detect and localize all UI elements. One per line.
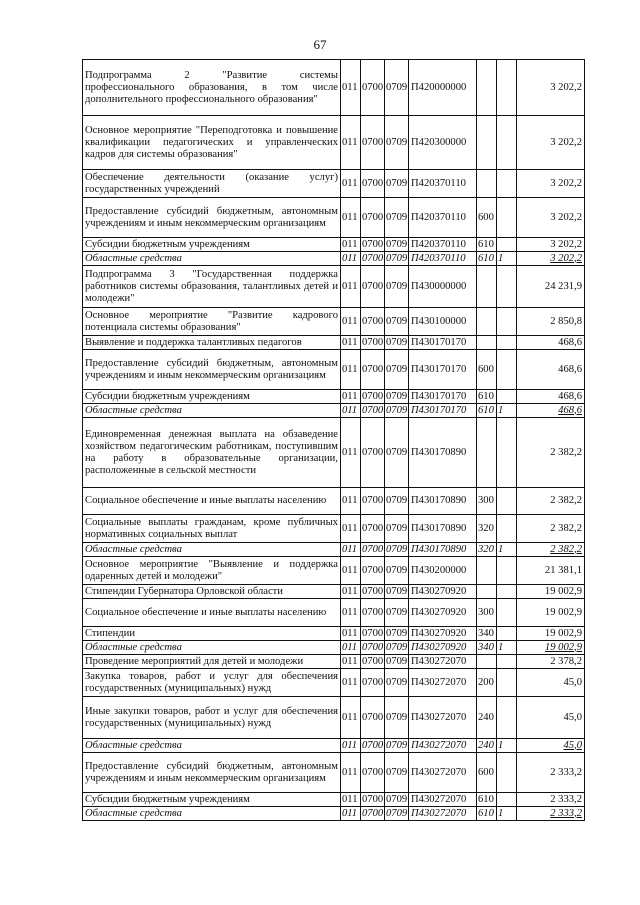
budget-table	[82, 59, 585, 821]
table-row	[83, 266, 585, 308]
cell-source	[497, 390, 517, 404]
cell-grbs: 011	[341, 807, 361, 821]
cell-section: 0700	[361, 198, 385, 238]
cell-section: 0700	[362, 390, 384, 402]
page-number: 67	[313, 37, 327, 52]
cell-source	[497, 557, 517, 585]
table-row	[83, 793, 585, 807]
cell-subsection: 0709	[385, 198, 409, 238]
cell-subsection: 0709	[385, 669, 409, 697]
cell-subsection: 0709	[385, 170, 409, 198]
cell-expense-type	[477, 655, 497, 669]
cell-source	[497, 238, 517, 252]
cell-name: Единовременная денежная выплата на обзаведение хозяйством педагогическим работникам, поступившим на работу в образовательные организации, расположенные в сельской местности	[83, 418, 341, 488]
cell-subsection: 0709	[386, 807, 408, 819]
table-row	[83, 350, 585, 390]
table-row	[83, 252, 585, 266]
cell-amount: 2 382,2	[517, 488, 585, 515]
cell-source	[497, 599, 517, 627]
table-row	[83, 627, 585, 641]
cell-section: 0700	[361, 308, 385, 336]
cell-subsection: 0709	[385, 753, 409, 793]
cell-grbs: 011	[341, 627, 361, 641]
table-row	[83, 418, 585, 488]
cell-subsection: 0709	[386, 404, 408, 416]
cell-subsection: 0709	[386, 390, 408, 402]
cell-subsection: 0709	[386, 739, 408, 751]
cell-subsection: 0709	[386, 655, 408, 667]
cell-subsection: 0709	[386, 252, 408, 264]
cell-amount: 468,6	[517, 404, 585, 418]
cell-expense-type: 610	[477, 238, 497, 252]
cell-grbs: 011	[341, 641, 361, 655]
cell-name: Предоставление субсидий бюджетным, автономным учреждениям и иным некоммерческим организациям	[83, 198, 341, 238]
cell-section: 0700	[361, 599, 385, 627]
cell-subsection: 0709	[385, 515, 409, 543]
cell-name: Стипендии Губернатора Орловской области	[83, 585, 341, 599]
cell-target-article: П430170890	[409, 543, 477, 557]
cell-expense-type: 200	[477, 669, 497, 697]
cell-subsection: 0709	[386, 585, 408, 597]
cell-source	[497, 198, 517, 238]
cell-grbs: 011	[341, 198, 361, 238]
cell-amount: 468,6	[517, 390, 585, 404]
table-row	[83, 585, 585, 599]
cell-target-article: П430272070	[409, 807, 477, 821]
cell-target-article: П430272070	[409, 669, 477, 697]
cell-grbs: 011	[341, 543, 361, 557]
cell-amount: 3 202,2	[517, 60, 585, 116]
cell-name: Областные средства	[83, 641, 341, 655]
table-row	[83, 404, 585, 418]
cell-source	[497, 515, 517, 543]
table-row	[83, 753, 585, 793]
cell-amount: 3 202,2	[517, 238, 585, 252]
cell-subsection: 0709	[386, 641, 408, 653]
cell-name: Иные закупки товаров, работ и услуг для обеспечения государственных (муниципальных) нужд	[83, 697, 341, 739]
cell-amount: 468,6	[517, 336, 585, 350]
cell-expense-type	[477, 308, 497, 336]
cell-target-article: П430270920	[409, 599, 477, 627]
cell-target-article: П430170170	[409, 404, 477, 418]
cell-expense-type: 240	[477, 739, 497, 753]
table-row	[83, 655, 585, 669]
cell-target-article: П420370110	[409, 170, 477, 198]
table-body	[83, 60, 585, 821]
cell-subsection: 0709	[386, 543, 408, 555]
cell-amount: 468,6	[517, 350, 585, 390]
cell-name: Обеспечение деятельности (оказание услуг) государственных учреждений	[83, 170, 341, 198]
cell-grbs: 011	[341, 739, 361, 753]
cell-section: 0700	[362, 641, 384, 653]
cell-source: 1	[497, 252, 517, 266]
cell-source	[497, 753, 517, 793]
cell-source: 1	[497, 404, 517, 418]
cell-source	[497, 627, 517, 641]
cell-subsection: 0709	[386, 336, 408, 348]
cell-grbs: 011	[341, 557, 361, 585]
cell-expense-type: 320	[477, 515, 497, 543]
cell-grbs: 011	[341, 753, 361, 793]
cell-expense-type: 340	[477, 641, 497, 655]
table-row	[83, 238, 585, 252]
cell-amount: 2 382,2	[517, 543, 585, 557]
cell-subsection: 0709	[386, 238, 408, 250]
cell-name: Социальные выплаты гражданам, кроме публичных нормативных социальных выплат	[83, 515, 341, 543]
cell-name: Закупка товаров, работ и услуг для обеспечения государственных (муниципальных) нужд	[83, 669, 341, 697]
cell-name: Проведение мероприятий для детей и молодежи	[83, 655, 341, 669]
cell-expense-type	[477, 336, 497, 350]
cell-subsection: 0709	[386, 793, 408, 805]
cell-subsection: 0709	[386, 627, 408, 639]
cell-target-article: П430272070	[409, 753, 477, 793]
cell-amount: 3 202,2	[517, 170, 585, 198]
cell-target-article: П430272070	[409, 655, 477, 669]
cell-source	[497, 116, 517, 170]
cell-amount: 2 382,2	[517, 515, 585, 543]
cell-amount: 3 202,2	[517, 198, 585, 238]
cell-source	[497, 655, 517, 669]
cell-expense-type: 340	[477, 627, 497, 641]
cell-section: 0700	[362, 585, 384, 597]
cell-expense-type	[477, 266, 497, 308]
cell-grbs: 011	[341, 515, 361, 543]
cell-expense-type: 600	[477, 198, 497, 238]
cell-amount: 19 002,9	[517, 641, 585, 655]
table-row	[83, 599, 585, 627]
table-row	[83, 641, 585, 655]
cell-grbs: 011	[341, 599, 361, 627]
cell-name: Подпрограмма 3 "Государственная поддержка работников системы образования, талантливых детей и молодежи"	[83, 266, 341, 308]
cell-grbs: 011	[341, 793, 361, 807]
cell-target-article: П420000000	[409, 60, 477, 116]
cell-target-article: П420370110	[409, 252, 477, 266]
table-row	[83, 557, 585, 585]
table-row	[83, 308, 585, 336]
cell-target-article: П430200000	[409, 557, 477, 585]
table-row	[83, 488, 585, 515]
cell-amount: 2 850,8	[517, 308, 585, 336]
cell-expense-type: 610	[477, 390, 497, 404]
cell-expense-type	[477, 418, 497, 488]
cell-target-article: П430170170	[409, 350, 477, 390]
cell-expense-type	[477, 60, 497, 116]
cell-grbs: 011	[341, 336, 361, 350]
cell-section: 0700	[362, 404, 384, 416]
cell-name: Основное мероприятие "Выявление и поддержка одаренных детей и молодежи"	[83, 557, 341, 585]
cell-section: 0700	[362, 336, 384, 348]
cell-expense-type: 610	[477, 793, 497, 807]
cell-source	[497, 697, 517, 739]
cell-expense-type: 300	[477, 599, 497, 627]
cell-target-article: П430170170	[409, 336, 477, 350]
cell-target-article: П430272070	[409, 793, 477, 807]
cell-name: Областные средства	[83, 404, 341, 418]
cell-name: Областные средства	[83, 807, 341, 821]
table-row	[83, 390, 585, 404]
cell-name: Социальное обеспечение и иные выплаты населению	[83, 599, 341, 627]
cell-amount: 19 002,9	[517, 585, 585, 599]
cell-section: 0700	[361, 669, 385, 697]
cell-section: 0700	[361, 697, 385, 739]
cell-amount: 24 231,9	[517, 266, 585, 308]
cell-grbs: 011	[341, 238, 361, 252]
cell-expense-type: 240	[477, 697, 497, 739]
cell-grbs: 011	[341, 170, 361, 198]
cell-target-article: П430100000	[409, 308, 477, 336]
table-row	[83, 697, 585, 739]
cell-name: Субсидии бюджетным учреждениям	[83, 390, 341, 404]
cell-source	[497, 336, 517, 350]
cell-section: 0700	[361, 515, 385, 543]
cell-target-article: П430000000	[409, 266, 477, 308]
cell-expense-type	[477, 557, 497, 585]
cell-grbs: 011	[341, 60, 361, 116]
cell-amount: 19 002,9	[517, 599, 585, 627]
cell-section: 0700	[362, 543, 384, 555]
cell-grbs: 011	[341, 697, 361, 739]
cell-name: Субсидии бюджетным учреждениям	[83, 238, 341, 252]
table-row	[83, 198, 585, 238]
cell-name: Выявление и поддержка талантливых педагогов	[83, 336, 341, 350]
cell-subsection: 0709	[385, 60, 409, 116]
cell-name: Предоставление субсидий бюджетным, автономным учреждениям и иным некоммерческим организациям	[83, 350, 341, 390]
cell-target-article: П430170890	[409, 515, 477, 543]
cell-source: 1	[497, 739, 517, 753]
cell-expense-type: 610	[477, 252, 497, 266]
cell-section: 0700	[361, 418, 385, 488]
cell-name: Подпрограмма 2 "Развитие системы профессионального образования, в том числе дополнительного профессионального образования"	[83, 60, 341, 116]
cell-expense-type: 600	[477, 350, 497, 390]
cell-subsection: 0709	[385, 116, 409, 170]
cell-grbs: 011	[341, 252, 361, 266]
cell-amount: 45,0	[517, 697, 585, 739]
table-row	[83, 807, 585, 821]
cell-subsection: 0709	[385, 418, 409, 488]
cell-amount: 3 202,2	[517, 116, 585, 170]
table-row	[83, 739, 585, 753]
cell-source	[497, 350, 517, 390]
cell-section: 0700	[361, 60, 385, 116]
cell-grbs: 011	[341, 655, 361, 669]
table-row	[83, 336, 585, 350]
cell-section: 0700	[362, 793, 384, 805]
cell-section: 0700	[361, 753, 385, 793]
table-row	[83, 543, 585, 557]
cell-expense-type: 610	[477, 404, 497, 418]
cell-target-article: П430170170	[409, 390, 477, 404]
cell-amount: 45,0	[517, 669, 585, 697]
table-row	[83, 170, 585, 198]
cell-expense-type	[477, 170, 497, 198]
cell-section: 0700	[361, 557, 385, 585]
cell-source	[497, 308, 517, 336]
cell-section: 0700	[362, 238, 384, 250]
cell-section: 0700	[361, 350, 385, 390]
cell-grbs: 011	[341, 488, 361, 515]
cell-target-article: П430272070	[409, 739, 477, 753]
cell-expense-type: 320	[477, 543, 497, 557]
cell-subsection: 0709	[385, 350, 409, 390]
cell-section: 0700	[362, 739, 384, 751]
cell-amount: 2 333,2	[517, 793, 585, 807]
cell-expense-type: 300	[477, 488, 497, 515]
cell-grbs: 011	[341, 669, 361, 697]
cell-source	[497, 585, 517, 599]
cell-section: 0700	[362, 627, 384, 639]
cell-source	[497, 418, 517, 488]
cell-subsection: 0709	[385, 308, 409, 336]
cell-source: 1	[497, 807, 517, 821]
cell-expense-type	[477, 116, 497, 170]
cell-name: Социальное обеспечение и иные выплаты населению	[83, 488, 341, 515]
cell-section: 0700	[362, 807, 384, 819]
cell-section: 0700	[361, 488, 385, 515]
cell-amount: 3 202,2	[517, 252, 585, 266]
cell-target-article: П430272070	[409, 697, 477, 739]
table-row	[83, 116, 585, 170]
cell-source	[497, 60, 517, 116]
cell-name: Основное мероприятие "Переподготовка и повышение квалификации педагогических и управленческих кадров для системы образования"	[83, 116, 341, 170]
cell-name: Областные средства	[83, 252, 341, 266]
cell-subsection: 0709	[385, 599, 409, 627]
cell-grbs: 011	[341, 585, 361, 599]
cell-amount: 19 002,9	[517, 627, 585, 641]
table-row	[83, 669, 585, 697]
cell-expense-type	[477, 585, 497, 599]
cell-name: Областные средства	[83, 543, 341, 557]
cell-source: 1	[497, 543, 517, 557]
cell-amount: 21 381,1	[517, 557, 585, 585]
cell-grbs: 011	[341, 390, 361, 404]
cell-subsection: 0709	[385, 488, 409, 515]
cell-amount: 45,0	[517, 739, 585, 753]
cell-target-article: П420370110	[409, 198, 477, 238]
cell-expense-type: 610	[477, 807, 497, 821]
cell-grbs: 011	[341, 350, 361, 390]
cell-grbs: 011	[341, 404, 361, 418]
cell-grbs: 011	[341, 116, 361, 170]
cell-target-article: П430170890	[409, 488, 477, 515]
cell-subsection: 0709	[385, 266, 409, 308]
cell-name: Предоставление субсидий бюджетным, автономным учреждениям и иным некоммерческим организациям	[83, 753, 341, 793]
cell-name: Субсидии бюджетным учреждениям	[83, 793, 341, 807]
cell-source	[497, 488, 517, 515]
cell-expense-type: 600	[477, 753, 497, 793]
table-row	[83, 515, 585, 543]
cell-source: 1	[497, 641, 517, 655]
cell-target-article: П430270920	[409, 585, 477, 599]
cell-source	[497, 793, 517, 807]
cell-target-article: П420370110	[409, 238, 477, 252]
cell-subsection: 0709	[385, 697, 409, 739]
cell-amount: 2 378,2	[517, 655, 585, 669]
table-row	[83, 60, 585, 116]
cell-grbs: 011	[341, 308, 361, 336]
cell-source	[497, 669, 517, 697]
cell-section: 0700	[362, 252, 384, 264]
cell-target-article: П420300000	[409, 116, 477, 170]
cell-subsection: 0709	[385, 557, 409, 585]
cell-name: Стипендии	[83, 627, 341, 641]
cell-amount: 2 333,2	[517, 753, 585, 793]
cell-target-article: П430170890	[409, 418, 477, 488]
cell-name: Основное мероприятие "Развитие кадрового потенциала системы образования"	[83, 308, 341, 336]
cell-amount: 2 333,2	[517, 807, 585, 821]
cell-source	[497, 266, 517, 308]
cell-grbs: 011	[341, 418, 361, 488]
cell-amount: 2 382,2	[517, 418, 585, 488]
cell-section: 0700	[361, 170, 385, 198]
cell-section: 0700	[361, 266, 385, 308]
cell-source	[497, 170, 517, 198]
cell-target-article: П430270920	[409, 627, 477, 641]
cell-section: 0700	[361, 116, 385, 170]
cell-name: Областные средства	[83, 739, 341, 753]
cell-section: 0700	[362, 655, 384, 667]
cell-target-article: П430270920	[409, 641, 477, 655]
cell-grbs: 011	[341, 266, 361, 308]
